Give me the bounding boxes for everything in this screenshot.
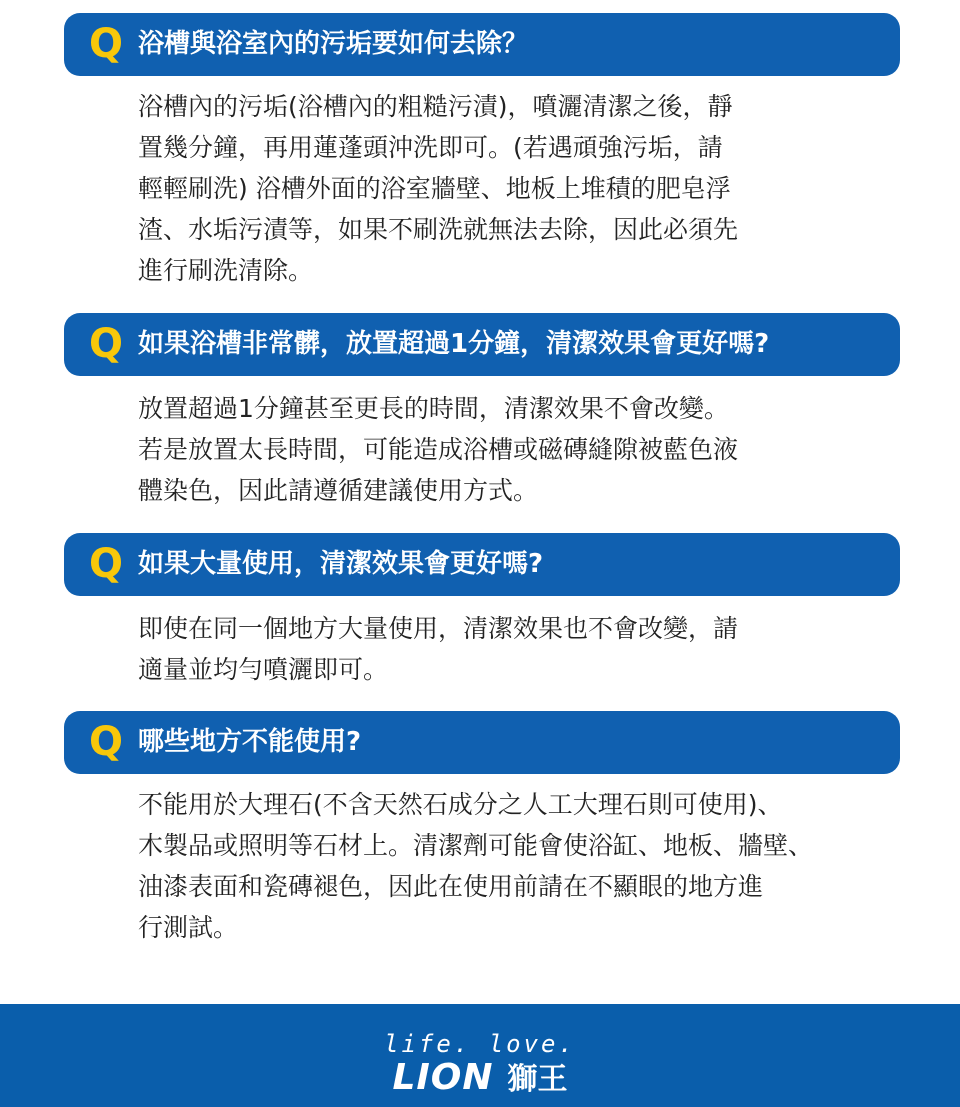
answer-line: 渣、水垢污漬等，如果不刷洗就無法去除，因此必須先	[138, 215, 739, 244]
question-text: 如果大量使用，清潔效果會更好嗎?	[138, 549, 544, 579]
question-bar	[64, 313, 900, 376]
answer-text	[138, 388, 878, 511]
brand-name: LION	[392, 1057, 494, 1098]
question-q-icon: Q	[88, 541, 123, 587]
answer-text	[138, 784, 878, 948]
question-q-icon: Q	[88, 321, 123, 367]
answer-text	[138, 608, 878, 690]
answer-line: 放置超過1分鐘甚至更長的時間，清潔效果不會改變。	[138, 394, 729, 423]
question-text: 哪些地方不能使用?	[138, 727, 362, 757]
question-q-icon: Q	[88, 719, 123, 765]
answer-line: 體染色，因此請遵循建議使用方式。	[138, 476, 539, 505]
brand-chinese-name: 獅王	[507, 1062, 568, 1097]
answer-line: 進行刷洗清除。	[138, 256, 314, 285]
answer-line: 輕輕刷洗) 浴槽外面的浴室牆壁、地板上堆積的肥皂浮	[138, 174, 731, 203]
brand-logo	[0, 1058, 960, 1104]
answer-line: 不能用於大理石(不含天然石成分之人工大理石則可使用)、	[138, 790, 783, 819]
answer-line: 若是放置太長時間，可能造成浴槽或磁磚縫隙被藍色液	[138, 435, 739, 464]
answer-line: 行測試。	[138, 913, 239, 942]
question-text: 如果浴槽非常髒，放置超過1分鐘，清潔效果會更好嗎?	[138, 329, 770, 359]
question-text: 浴槽與浴室內的污垢要如何去除？	[138, 29, 529, 59]
question-q-icon: Q	[88, 21, 123, 67]
answer-line: 油漆表面和瓷磚褪色，因此在使用前請在不顯眼的地方進	[138, 872, 764, 901]
answer-line: 浴槽內的污垢(浴槽內的粗糙污漬)，噴灑清潔之後，靜	[138, 92, 733, 121]
question-bar	[64, 533, 900, 596]
answer-line: 木製品或照明等石材上。清潔劑可能會使浴缸、地板、牆壁、	[138, 831, 814, 860]
answer-text	[138, 86, 878, 291]
answer-line: 置幾分鐘，再用蓮蓬頭沖洗即可。(若遇頑強污垢，請	[138, 133, 723, 162]
footer-banner	[0, 1004, 960, 1107]
question-bar	[64, 13, 900, 76]
question-bar	[64, 711, 900, 774]
answer-line: 即使在同一個地方大量使用，清潔效果也不會改變，請	[138, 614, 739, 643]
brand-tagline: life. love.	[384, 1030, 576, 1058]
answer-line: 適量並均勻噴灑即可。	[138, 655, 389, 684]
